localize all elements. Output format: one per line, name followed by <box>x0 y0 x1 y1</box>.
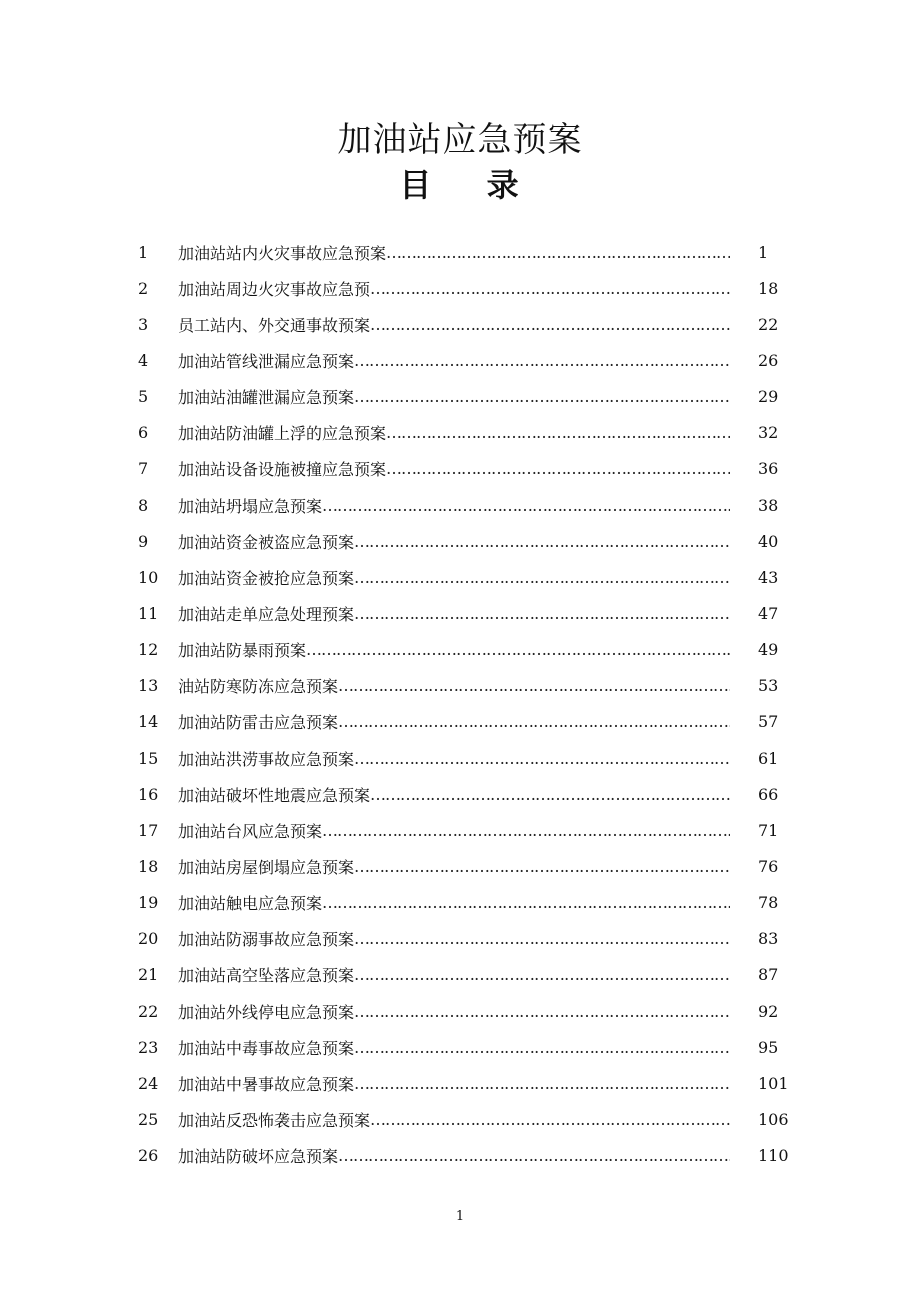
toc-entry-page: 61 <box>758 748 779 768</box>
toc-entry-page: 83 <box>758 929 779 949</box>
toc-entry[interactable] <box>138 415 798 451</box>
page-number: 1 <box>455 1209 465 1224</box>
toc-entry[interactable] <box>138 1101 798 1137</box>
toc-entry[interactable] <box>138 270 798 306</box>
toc-entry-title[interactable]: 加油站破坏性地震应急预案 <box>178 785 371 805</box>
toc-dot-leader <box>354 965 730 984</box>
toc-entry[interactable] <box>138 379 798 415</box>
toc-entry-number: 26 <box>138 1146 159 1166</box>
toc-entry-number: 13 <box>138 676 159 696</box>
toc-entry[interactable] <box>138 306 798 342</box>
toc-entry-number: 6 <box>138 423 149 443</box>
toc-entry[interactable] <box>138 559 798 595</box>
toc-entry[interactable] <box>138 234 798 270</box>
toc-entry-page: 71 <box>758 820 779 840</box>
toc-entry-page: 49 <box>758 640 779 660</box>
toc-entry-title[interactable]: 加油站台风应急预案 <box>178 821 323 841</box>
toc-entry-page: 78 <box>758 893 779 913</box>
toc-entry-page: 29 <box>758 387 779 407</box>
toc-entry[interactable] <box>138 523 798 559</box>
toc-entry-page: 92 <box>758 1001 779 1021</box>
toc-entry-number: 20 <box>138 929 159 949</box>
toc-entry[interactable] <box>138 776 798 812</box>
toc-entry-number: 2 <box>138 278 149 298</box>
toc-entry-number: 16 <box>138 784 159 804</box>
toc-entry-title[interactable]: 加油站触电应急预案 <box>178 894 323 914</box>
toc-entry-page: 22 <box>758 314 779 334</box>
toc-dot-leader <box>354 387 730 406</box>
toc-entry[interactable] <box>138 1065 798 1101</box>
toc-heading: 目 录 <box>399 166 541 204</box>
toc-entry-number: 1 <box>138 242 149 262</box>
toc-entry-page: 110 <box>758 1146 789 1166</box>
toc-entry-number: 15 <box>138 748 159 768</box>
toc-dot-leader <box>386 243 730 262</box>
toc-entry-page: 40 <box>758 531 779 551</box>
toc-entry-number: 21 <box>138 965 159 985</box>
toc-entry-number: 7 <box>138 459 149 479</box>
toc-entry-number: 25 <box>138 1109 159 1129</box>
toc-dot-leader <box>338 1146 730 1165</box>
toc-dot-leader <box>370 785 730 804</box>
toc-entry[interactable] <box>138 812 798 848</box>
toc-entry-page: 106 <box>758 1109 789 1129</box>
toc-entry[interactable] <box>138 487 798 523</box>
toc-entry-page: 36 <box>758 459 779 479</box>
toc-dot-leader <box>322 496 730 515</box>
toc-entry-title[interactable]: 加油站防油罐上浮的应急预案 <box>178 424 387 444</box>
toc-entry-number: 4 <box>138 350 149 370</box>
toc-entry-title[interactable]: 加油站资金被抢应急预案 <box>178 568 355 588</box>
toc-entry[interactable] <box>138 885 798 921</box>
toc-dot-leader <box>370 315 730 334</box>
toc-entry-number: 14 <box>138 712 159 732</box>
toc-entry-page: 57 <box>758 712 779 732</box>
toc-entry-title[interactable]: 加油站防雷击应急预案 <box>178 713 339 733</box>
toc-dot-leader <box>322 821 730 840</box>
toc-entry[interactable] <box>138 1029 798 1065</box>
toc-entry[interactable] <box>138 632 798 668</box>
toc-entry-title[interactable]: 加油站防溺事故应急预案 <box>178 930 355 950</box>
toc-dot-leader <box>370 1110 730 1129</box>
toc-entry-number: 12 <box>138 640 159 660</box>
toc-entry-title[interactable]: 加油站房屋倒塌应急预案 <box>178 857 355 877</box>
toc-entry-title[interactable]: 加油站防破坏应急预案 <box>178 1147 339 1167</box>
toc-entry-page: 43 <box>758 567 779 587</box>
toc-entry-title[interactable]: 加油站油罐泄漏应急预案 <box>178 388 355 408</box>
toc-dot-leader <box>370 279 730 298</box>
toc-entry-title[interactable]: 油站防寒防冻应急预案 <box>178 677 339 697</box>
toc-entry-number: 11 <box>138 603 159 623</box>
toc-entry[interactable] <box>138 921 798 957</box>
toc-entry[interactable] <box>138 704 798 740</box>
toc-entry-title[interactable]: 加油站反恐怖袭击应急预案 <box>178 1110 371 1130</box>
toc-entry-number: 24 <box>138 1073 159 1093</box>
toc-entry-number: 9 <box>138 531 149 551</box>
toc-entry-number: 3 <box>138 314 149 334</box>
toc-entry-page: 1 <box>758 242 769 262</box>
toc-dot-leader <box>338 676 730 695</box>
toc-entry-number: 17 <box>138 820 159 840</box>
toc-entry-number: 10 <box>138 567 159 587</box>
toc-dot-leader <box>354 604 730 623</box>
toc-entry-title[interactable]: 加油站高空坠落应急预案 <box>178 966 355 986</box>
toc-entry-number: 23 <box>138 1037 159 1057</box>
toc-entry-number: 8 <box>138 495 149 515</box>
toc-dot-leader <box>354 749 730 768</box>
toc-entry[interactable] <box>138 595 798 631</box>
toc-entry-page: 32 <box>758 423 779 443</box>
toc-entry-page: 101 <box>758 1073 789 1093</box>
toc-entry[interactable] <box>138 848 798 884</box>
toc-dot-leader <box>354 568 730 587</box>
table-of-contents <box>138 234 798 1174</box>
toc-dot-leader <box>354 857 730 876</box>
toc-entry-number: 22 <box>138 1001 159 1021</box>
toc-entry-title[interactable]: 加油站走单应急处理预案 <box>178 604 355 624</box>
toc-entry-title[interactable]: 加油站中毒事故应急预案 <box>178 1038 355 1058</box>
toc-entry[interactable] <box>138 668 798 704</box>
toc-entry-number: 18 <box>138 856 159 876</box>
toc-entry[interactable] <box>138 342 798 378</box>
toc-entry-title[interactable]: 加油站设备设施被撞应急预案 <box>178 460 387 480</box>
toc-entry[interactable] <box>138 451 798 487</box>
toc-entry-page: 53 <box>758 676 779 696</box>
toc-entry-page: 76 <box>758 856 779 876</box>
toc-entry-title[interactable]: 加油站资金被盗应急预案 <box>178 532 355 552</box>
toc-entry-title[interactable]: 加油站外线停电应急预案 <box>178 1002 355 1022</box>
toc-entry[interactable] <box>138 957 798 993</box>
toc-entry-title[interactable]: 加油站洪涝事故应急预案 <box>178 749 355 769</box>
toc-entry-title[interactable]: 加油站防暴雨预案 <box>178 641 307 661</box>
toc-dot-leader <box>354 1038 730 1057</box>
toc-entry[interactable] <box>138 1138 798 1174</box>
toc-entry-number: 5 <box>138 387 149 407</box>
toc-dot-leader <box>338 712 730 731</box>
toc-entry-page: 26 <box>758 350 779 370</box>
toc-entry-page: 66 <box>758 784 779 804</box>
toc-entry-page: 18 <box>758 278 779 298</box>
toc-entry-page: 47 <box>758 603 779 623</box>
toc-entry-page: 95 <box>758 1037 779 1057</box>
toc-dot-leader <box>354 1002 730 1021</box>
toc-entry-title[interactable]: 加油站管线泄漏应急预案 <box>178 351 355 371</box>
toc-dot-leader <box>322 893 730 912</box>
toc-entry-title[interactable]: 员工站内、外交通事故预案 <box>178 315 371 335</box>
toc-entry-page: 38 <box>758 495 779 515</box>
toc-entry-title[interactable]: 加油站站内火灾事故应急预案 <box>178 243 387 263</box>
toc-entry-title[interactable]: 加油站中暑事故应急预案 <box>178 1074 355 1094</box>
document-title: 加油站应急预案 <box>337 120 583 160</box>
toc-entry-title[interactable]: 加油站周边火灾事故应急预 <box>178 279 371 299</box>
toc-entry[interactable] <box>138 993 798 1029</box>
toc-dot-leader <box>354 929 730 948</box>
toc-dot-leader <box>386 459 730 478</box>
toc-entry-title[interactable]: 加油站坍塌应急预案 <box>178 496 323 516</box>
toc-entry[interactable] <box>138 740 798 776</box>
toc-dot-leader <box>306 640 730 659</box>
toc-dot-leader <box>354 1074 730 1093</box>
toc-entry-number: 19 <box>138 893 159 913</box>
toc-dot-leader <box>354 351 730 370</box>
toc-dot-leader <box>354 532 730 551</box>
toc-dot-leader <box>386 423 730 442</box>
toc-entry-page: 87 <box>758 965 779 985</box>
